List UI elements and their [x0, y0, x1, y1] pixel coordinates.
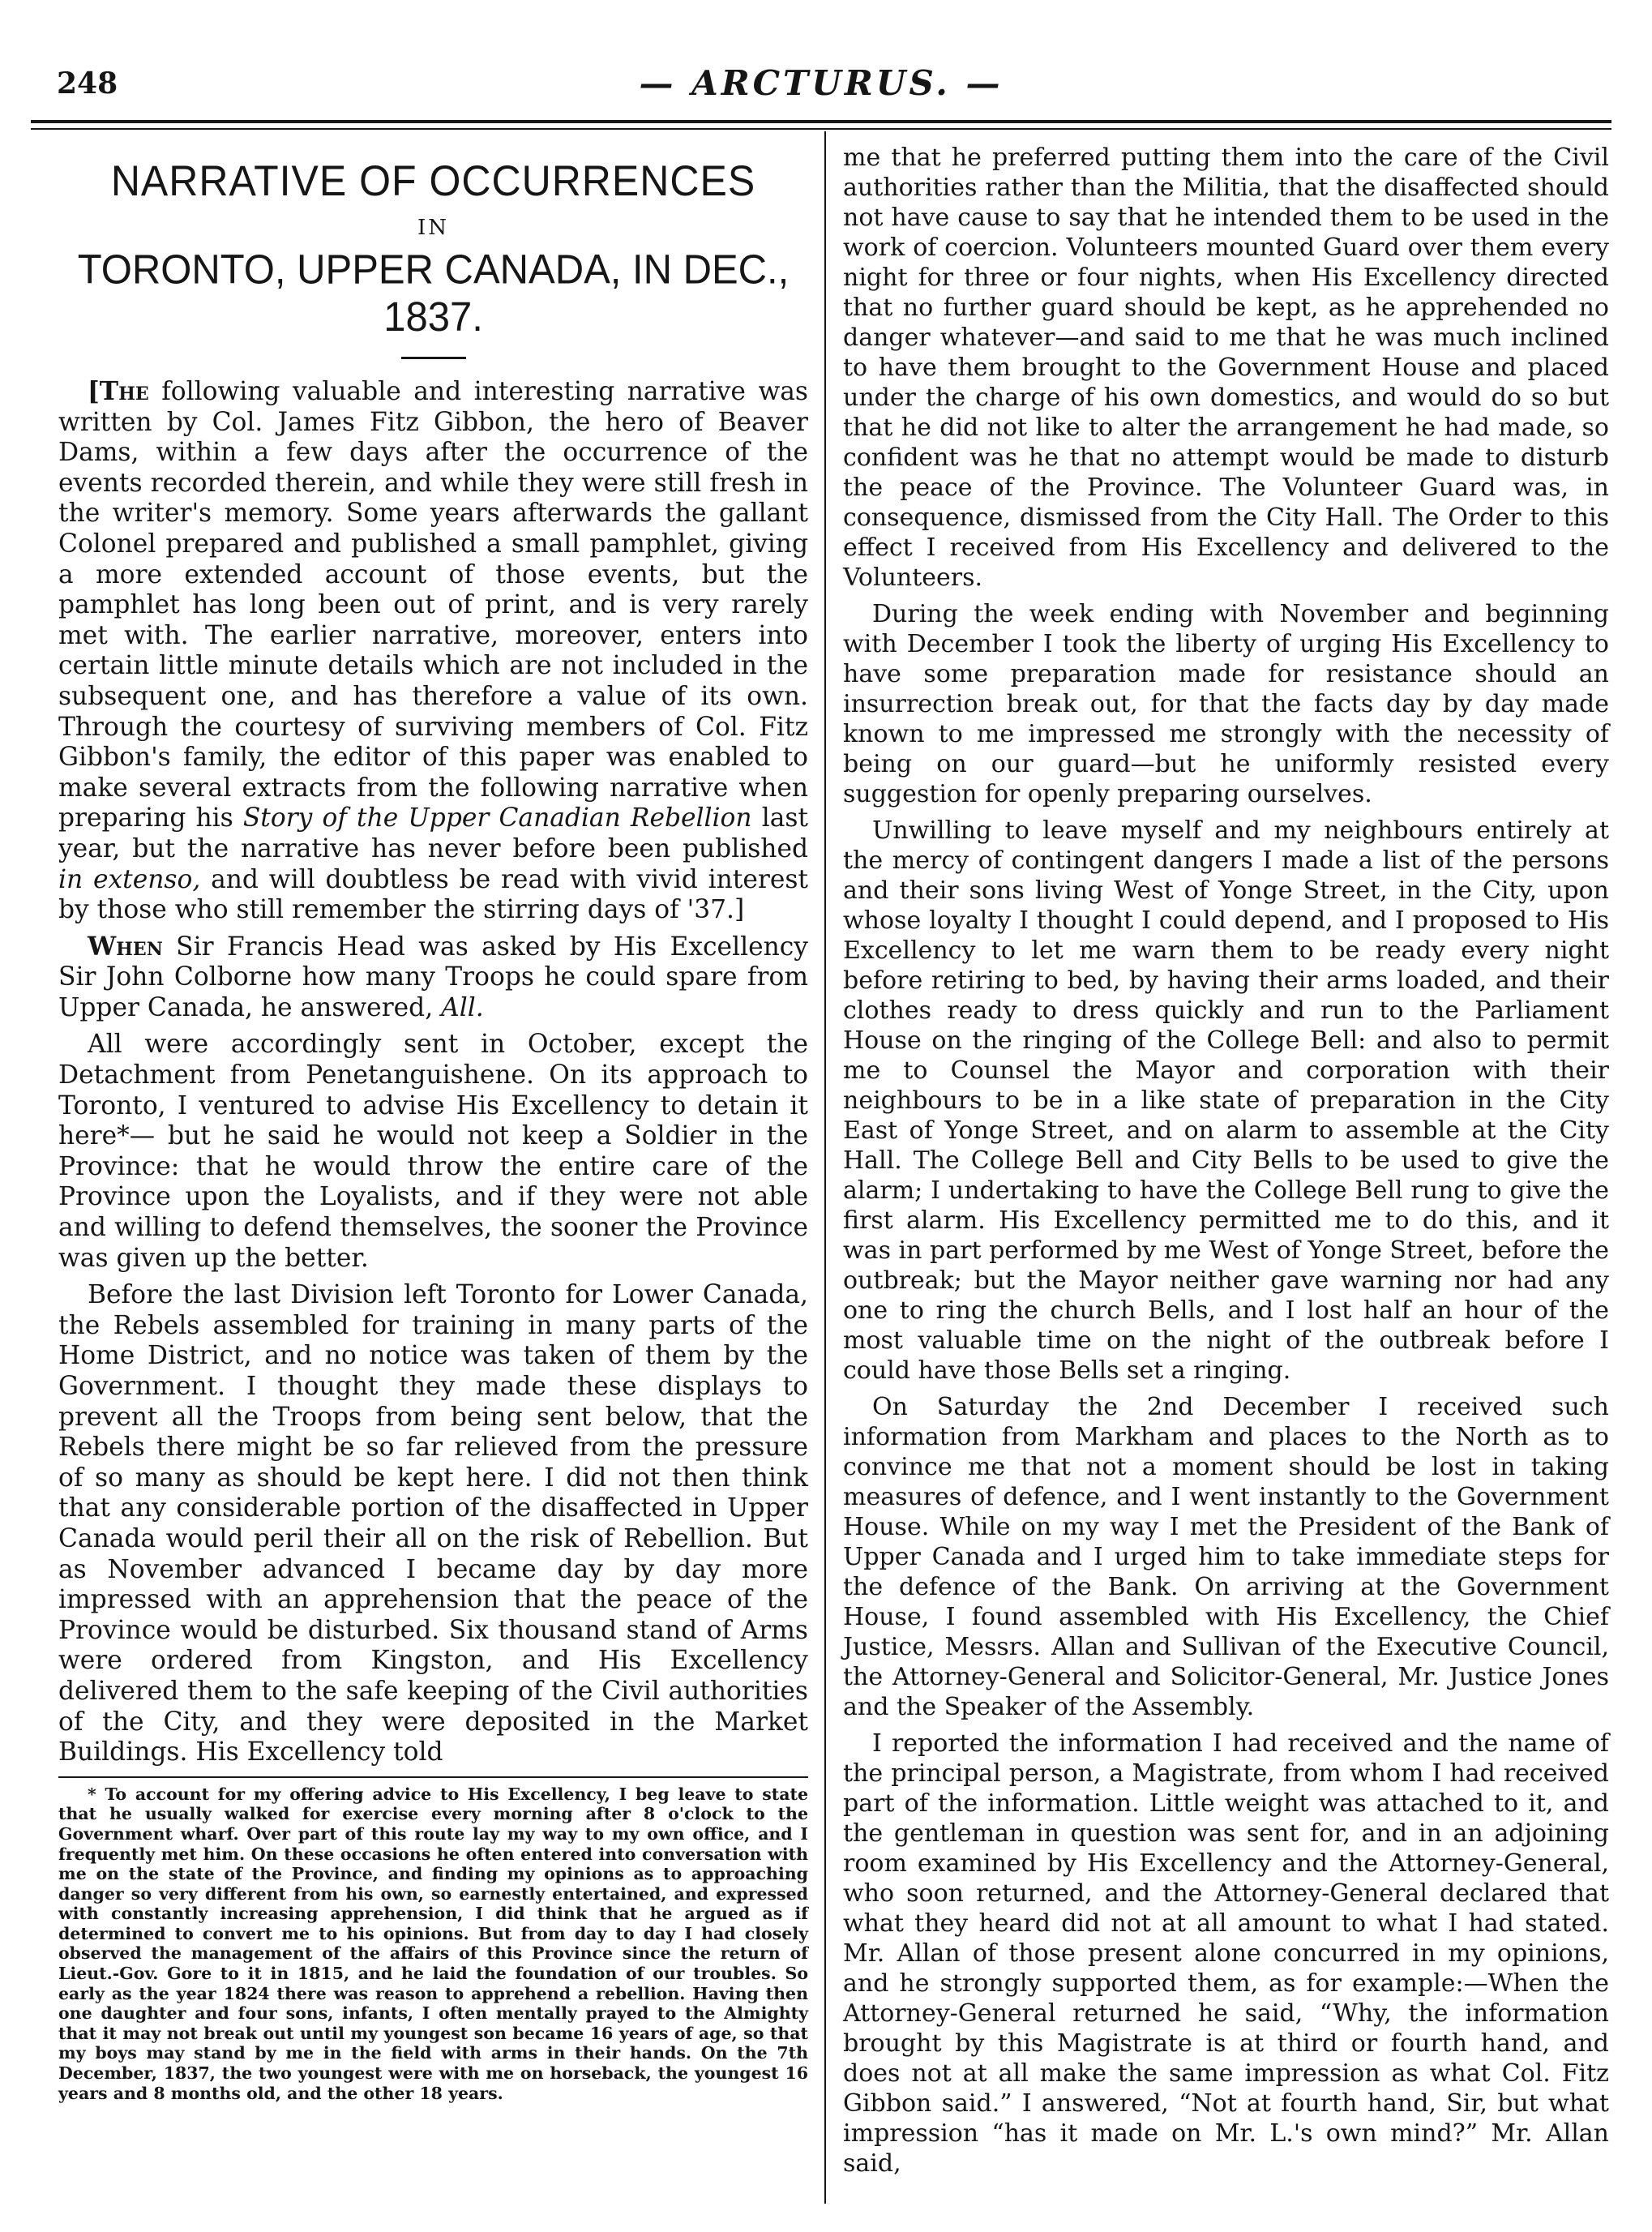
title-rule: [401, 357, 466, 359]
editor-introduction: [58, 377, 808, 926]
title-in: IN: [417, 216, 450, 240]
body-paragraph: I reported the information I had received and the name of the principal person, a Magistrate, from whom I had received part of the information. Little weight was attached to it, and the gentleman in question was sent for, and in an adjoining room examined by His Excellency and the Attorney-General, who soon returned, and the Attorney-General declared that what they heard did not at all amount to what I had stated. Mr. Allan of those present alone concurred in my opinions, and he strongly supported them, as for example:—When the Attorney-General returned he said, “Why, the information brought by this Magistrate is at third or fourth hand, and does not at all make the same impression as what Col. Fitz Gibbon said.” I answered, “Not at fourth hand, Sir, but what impression “has it made on Mr. L.'s own mind?” Mr. Allan said,: [843, 1729, 1609, 2178]
body-paragraph: Unwilling to leave myself and my neighbours entirely at the mercy of contingent dangers I made a list of the persons and their sons living West of Yonge Street, in the City, upon whose loyalty I thought I could depend, and I proposed to His Excellency to let me warn them to be ready every night before retiring to bed, by having their arms loaded, and their clothes ready to dress quickly and run to the Parliament House on the ringing of the College Bell: and also to permit me to Counsel the Mayor and corporation with their neighbours to be in a like state of preparation in the City East of Yonge Street, and on alarm to assemble at the City Hall. The College Bell and City Bells to be used to give the alarm; I undertaking to have the College Bell rung to give the first alarm. His Excellency permitted me to do this, and it was in part performed by me West of Yonge Street, before the outbreak; but the Mayor neither gave warning nor had any one to ring the church Bells, and I lost half an hour of the most valuable time on the night of the outbreak before I could have those Bells set a ringing.: [843, 816, 1609, 1385]
right-column: [843, 143, 1609, 2185]
header-rule-thin: [31, 128, 1611, 130]
column-divider: [824, 131, 826, 2204]
article-title: [58, 157, 808, 359]
running-title: — ARCTURUS. —: [639, 63, 1004, 103]
page-number: 248: [57, 66, 118, 101]
page-header: [31, 63, 1611, 112]
footnote: * To account for my offering advice to His Excellency, I beg leave to state that he usually walked for exercise every morning after 8 o'clock to the Government wharf. Over part of this route lay my way to my own office, and I frequently met him. On these occasions he often entered into conversation with me on the state of the Province, and finding my opinions as to approaching danger so very different from his own, so earnestly entertained, and expressed with constantly increasing apprehension, I did think that he argued as if determined to convert me to his opinions. But from day to day I had closely observed the management of the affairs of this Province since the return of Lieut.-Gov. Gore to it in 1815, and he laid the foundation of our troubles. So early as the year 1824 there was reason to apprehend a rebellion. Having then one daughter and four sons, infants, I often mentally prayed to the Almighty that it may not break out until my youngest son became 16 years of age, so that my boys may stand by me in the field with arms in their hands. On the 7th December, 1837, the two youngest were with me on horseback, the youngest 16 years and 8 months old, and the other 18 years.: [58, 1784, 808, 2103]
body-paragraph: All were accordingly sent in October, except the Detachment from Penetanguishene. On its approach to Toronto, I ventured to advise His Excellency to detain it here*— but he said he would not keep a Soldier in the Province: that he would throw the entire care of the Province upon the Loyalists, and if they were not able and willing to defend themselves, the sooner the Province was given up the better.: [58, 1030, 808, 1273]
paragraph-lead: When: [88, 932, 163, 962]
title-line-1: NARRATIVE OF OCCURRENCES: [110, 156, 756, 205]
body-paragraph: When Sir Francis Head was asked by His Excellency Sir John Colborne how many Troops he could spare from Upper Canada, he answered, All.: [58, 932, 808, 1022]
body-paragraph: me that he preferred putting them into the care of the Civil authorities rather than the Militia, that the disaffected should not have cause to say that he intended them to be used in the work of coercion. Volunteers mounted Guard over them every night for three or four nights, when His Excellency directed that no further guard should be kept, as he apprehended no danger whatever—and said to me that he was much inclined to have them brought to the Government House and placed under the charge of his own domestics, and would do so but that he did not like to alter the arrangement he had made, so confident was he that no attempt would be made to disturb the peace of the Province. The Volunteer Guard was, in consequence, dismissed from the City Hall. The Order to this effect I received from His Excellency and delivered to the Volunteers.: [843, 144, 1609, 592]
intro-lead: [The: [88, 377, 149, 406]
body-paragraph: On Saturday the 2nd December I received such information from Markham and places to the North as to convince me that not a moment should be lost in taking measures of defence, and I went instantly to the Government House. While on my way I met the President of the Bank of Upper Canada and I urged him to take immediate steps for the defence of the Bank. On arriving at the Government House, I found assembled with His Excellency, the Chief Justice, Messrs. Allan and Sullivan of the Executive Council, the Attorney-General and Solicitor-General, Mr. Justice Jones and the Speaker of the Assembly.: [843, 1393, 1609, 1721]
title-line-2: TORONTO, UPPER CANADA, IN DEC., 1837.: [77, 246, 790, 341]
left-column: [58, 143, 808, 2110]
body-paragraph: During the week ending with November and beginning with December I took the liberty of urging His Excellency to have some preparation made for resistance should an insurrection break out, for that the facts day by day made known to me impressed me strongly with the necessity of being on our guard—but he uniformly resisted every suggestion for openly preparing ourselves.: [843, 600, 1609, 808]
body-paragraph: Before the last Division left Toronto for Lower Canada, the Rebels assembled for training in many parts of the Home District, and no notice was taken of them by the Government. I thought they made these displays to prevent all the Troops from being sent below, that the Rebels there might be so far relieved from the pressure of so many as should be kept here. I did not then think that any considerable portion of the disaffected in Upper Canada would peril their all on the risk of Rebellion. But as November advanced I became day by day more impressed with an apprehension that the peace of the Province would be disturbed. Six thousand stand of Arms were ordered from Kingston, and His Excellency delivered them to the safe keeping of the Civil authorities of the City, and they were deposited in the Market Buildings. His Excellency told: [58, 1280, 808, 1767]
book-title: Story of the Upper Canadian Rebellion: [242, 803, 752, 833]
intro-paragraph: [The following valuable and interesting narrative was written by Col. James Fitz Gibbon, the hero of Beaver Dams, within a few days after the occurrence of the events recorded therein, and while they were still fresh in the writer's memory. Some years afterwards the gallant Colonel prepared and published a small pamphlet, giving a more extended account of those events, but the pamphlet has long been out of print, and is very rarely met with. The earlier narrative, moreover, enters into certain little minute details which are not included in the subsequent one, and has therefore a value of its own. Through the courtesy of surviving members of Col. Fitz Gibbon's family, the editor of this paper was enabled to make several extracts from the following narrative when preparing his Story of the Upper Canadian Rebellion last year, but the narrative has never before been published in extenso, and will doubtless be read with vivid interest by those who still remember the stirring days of '37.]: [58, 377, 808, 925]
footnote-rule: [58, 1776, 808, 1778]
header-rule-thick: [31, 120, 1611, 123]
